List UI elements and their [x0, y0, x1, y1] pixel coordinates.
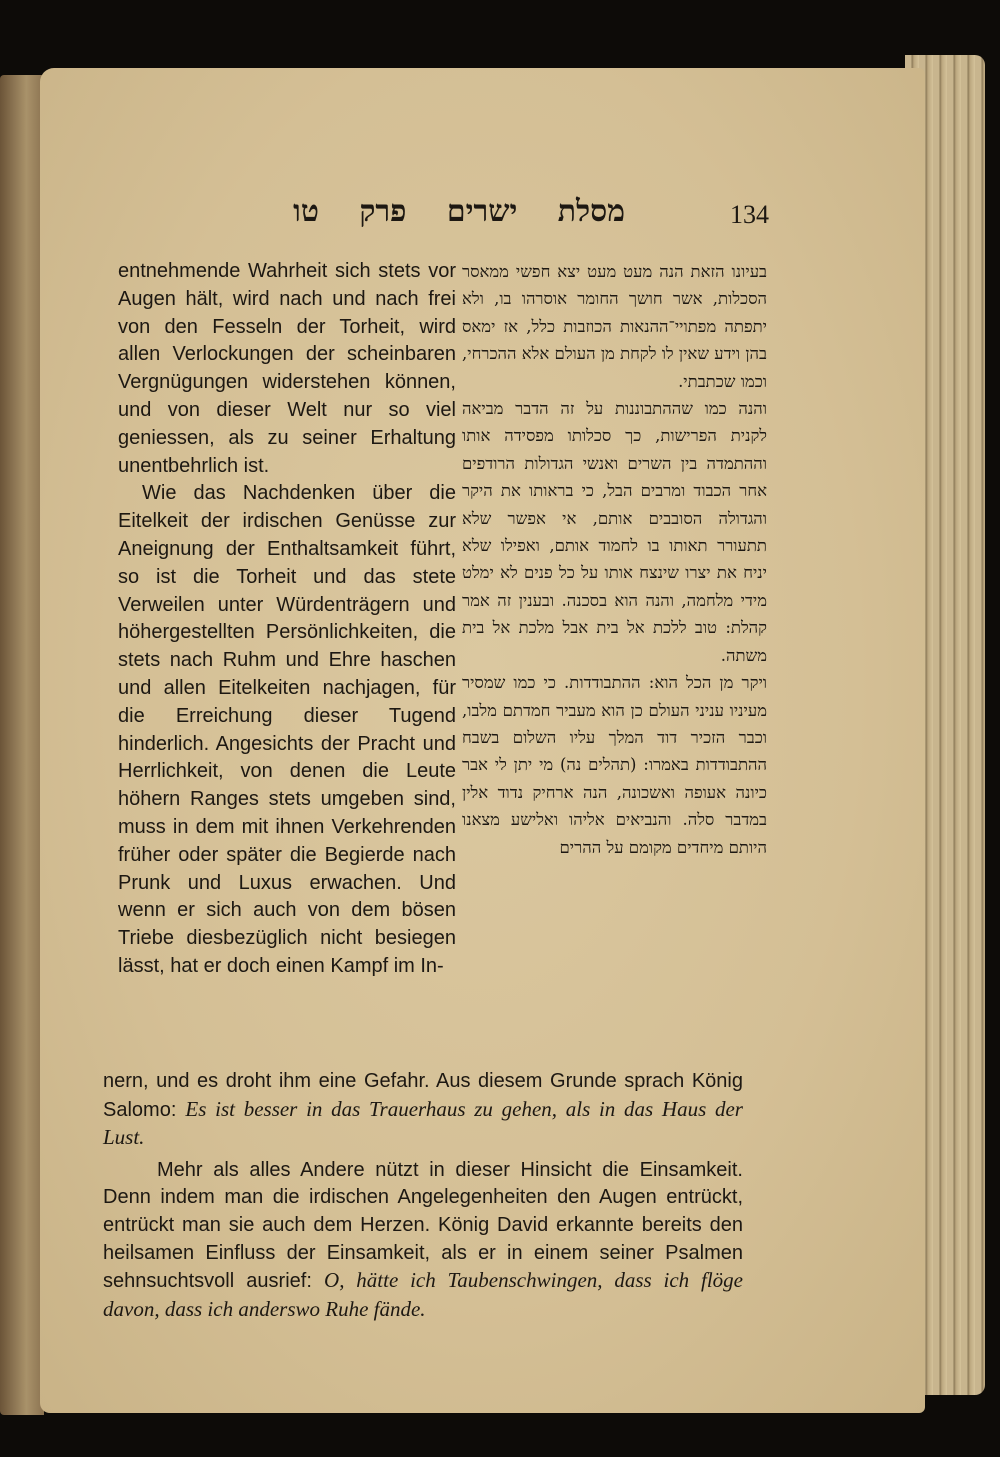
full-width-text — [103, 1068, 743, 1324]
quotation: O, hätte ich Taubenschwingen, dass ich flöge davon, dass ich anderswo Ruhe fände. — [103, 1268, 743, 1321]
page-number: 134 — [730, 200, 769, 229]
paragraph-text: Mehr als alles Andere nützt in dieser Hinsicht die Einsamkeit. Denn indem man die irdischen Angelegenheiten den Augen entrückt, entrückt man sie auch dem Herzen. König David erkannte bereits den heilsamen Einfluss der Einsamkeit, als er in einem seiner Psalmen sehnsuchtsvoll ausrief: — [103, 1158, 743, 1293]
hebrew-paragraph: והנה כמו שההתבוננות על זה הדבר מביאה לקנית הפרישות, כך סכלותו מפסידה אותו וההתמדה בין השרים ואנשי הגדולות הרודפים אחר הכבוד ומרבים הבל, כי בראותו את היקר והגדולה הסובבים אותם, אי אפשר שלא תתעורר תאותו בו לחמוד אותם, ואפילו שלא יניח את יצרו שינצח אותו על כל פנים לא ימלט מידי מלחמה, והנה הוא בסכנה. ובענין זה אמר קהלת: טוב ללכת אל בית אבל מלכת אל בית משתה. — [462, 399, 767, 665]
german-paragraph — [103, 1068, 743, 1153]
german-paragraph: Wie das Nachdenken über die Eitelkeit der irdischen Genüsse zur Aneignung der Enthaltsamkeit führt, so ist die Torheit und das stete Verweilen unter Würdenträgern und höhergestellten Persönlichkeiten, die stets nach Ruhm und Ehre haschen und allen Eitelkeiten nachjagen, für die Erreichung dieser Tugend hinderlich. Angesichts der Pracht und Herrlichkeit, von denen die Leute höhern Ranges stets umgeben sind, muss in dem mit ihnen Verkehrenden früher oder später die Begierde nach Prunk und Luxus erwachen. Und wenn er sich auch von dem bösen Triebe diesbezüglich nicht besiegen lässt, hat er doch einen Kampf im In- — [118, 482, 456, 977]
german-paragraph: entnehmende Wahrheit sich stets vor Augen hält, wird nach und nach frei von den Fesseln der Torheit, wird allen Verlockungen der scheinbaren Vergnügungen widerstehen können, und von dieser Welt nur so viel geniessen, als zu seiner Erhaltung unentbehrlich ist. — [118, 260, 456, 477]
page-header — [225, 192, 770, 242]
german-paragraph — [103, 1157, 743, 1325]
paragraph-text: nern, und es droht ihm eine Gefahr. Aus diesem Grunde sprach König Salomo: — [103, 1070, 743, 1121]
quotation: Es ist besser in das Trauerhaus zu gehen, als in das Haus der Lust. — [103, 1096, 743, 1150]
hebrew-paragraph: בעיונו הזאת הנה מעט מעט יצא חפשי ממאסר הסכלות, אשר חושך החומר אוסרהו בו, ולא יתפתה מפתויי־ההנאות הכוזבות כלל, אז ימאס בהן וידע שאין לו לקחת מן העולם אלא ההכרחי, וכמו שכתבתי. — [462, 262, 767, 391]
running-title: מסלת ישרים פרק טו — [293, 194, 625, 229]
previous-page-edge — [0, 75, 44, 1415]
hebrew-paragraph: ויקר מן הכל הוא: ההתבודדות. כי כמו שמסיר מעיניו עניני העולם כן הוא מעביר חמדתם מלבו, וכבר הזכיר דוד המלך עליו השלום בשבח ההתבודדות באמרו: (תהלים נה) מי יתן לי אבר כיונה אעופה ואשכונה, הנה ארחיק נדוד אלין במדבר סלה. והנביאים אליהו ואלישע מצאנו היותם מיחדים מקומם על ההרים — [462, 673, 767, 857]
hebrew-column — [462, 258, 767, 861]
german-column — [118, 258, 456, 981]
